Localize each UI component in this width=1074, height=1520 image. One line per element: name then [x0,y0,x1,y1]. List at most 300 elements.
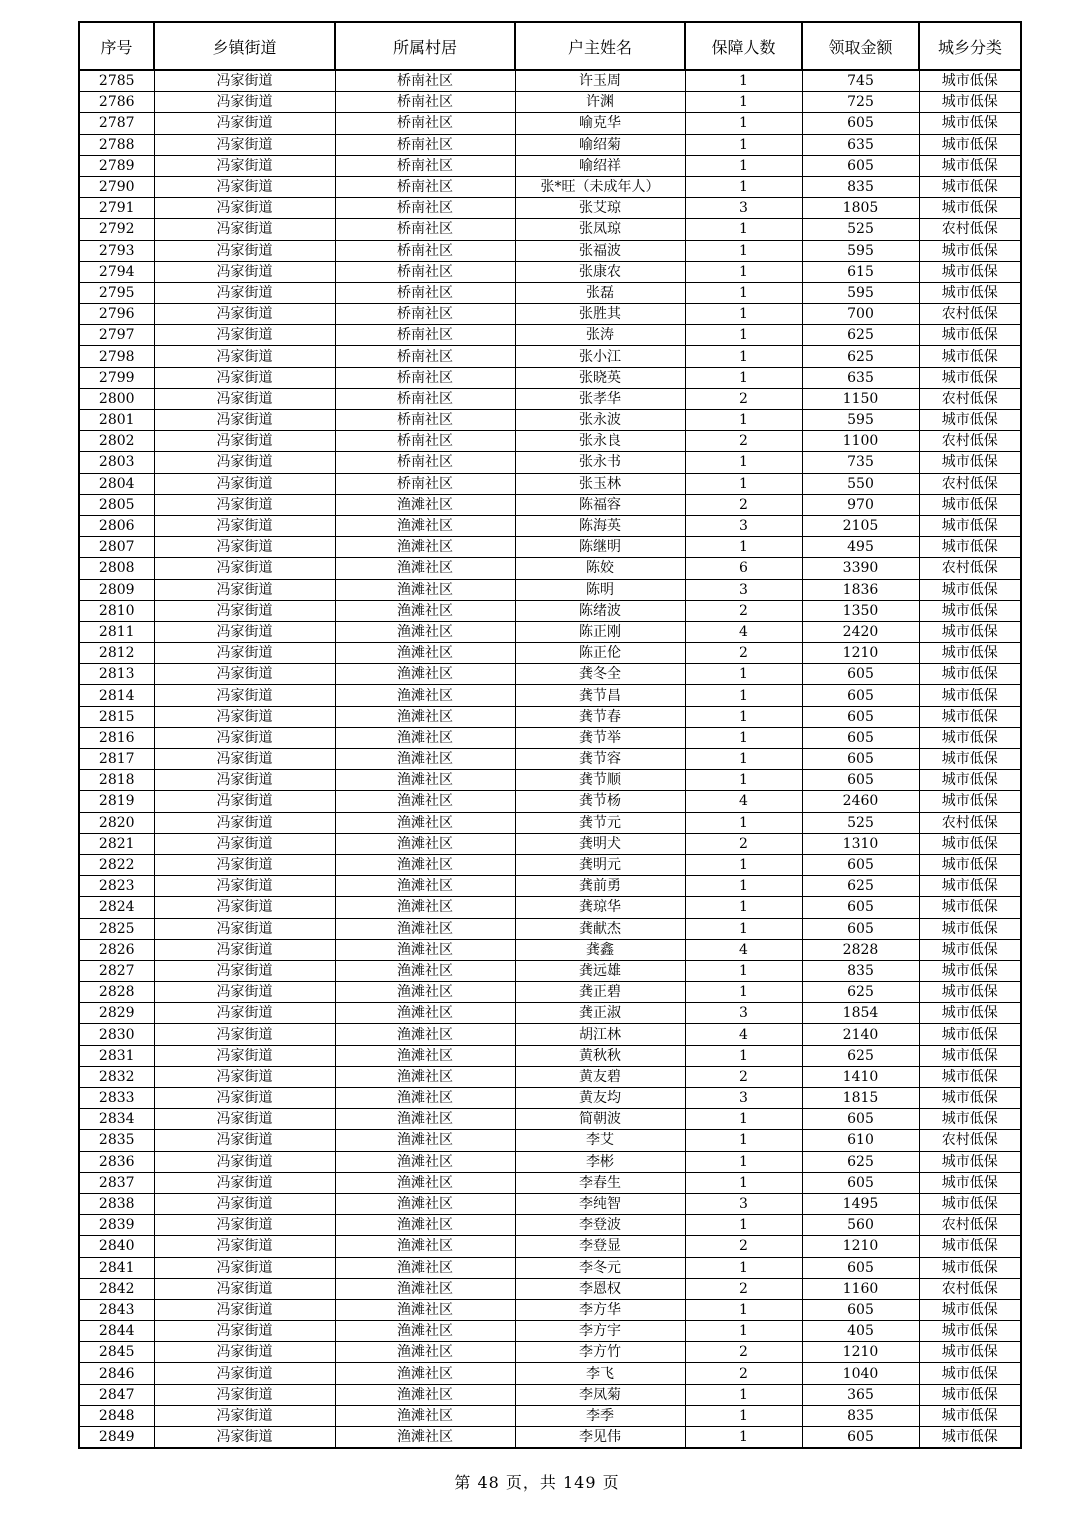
table-row [79,1130,1021,1151]
category-cell: 城市低保 [919,282,1021,303]
serial-number-cell: 2820 [79,812,154,833]
serial-number-cell: 2845 [79,1342,154,1363]
table-row [79,1172,1021,1193]
amount-cell: 1150 [802,388,919,409]
table-row [79,155,1021,176]
table-row [79,1384,1021,1405]
amount-cell: 1210 [802,1236,919,1257]
street-cell: 冯家街道 [154,134,335,155]
street-cell: 冯家街道 [154,515,335,536]
amount-cell: 725 [802,92,919,113]
covered-persons-cell: 1 [685,176,802,197]
serial-number-cell: 2802 [79,431,154,452]
household-head-cell: 陈正刚 [515,621,685,642]
amount-cell: 2460 [802,791,919,812]
table-row [79,219,1021,240]
amount-cell: 605 [802,685,919,706]
category-cell: 城市低保 [919,70,1021,92]
street-cell: 冯家街道 [154,70,335,92]
household-head-cell: 李恩权 [515,1278,685,1299]
table-row [79,982,1021,1003]
street-cell: 冯家街道 [154,367,335,388]
community-cell: 渔滩社区 [335,1045,515,1066]
serial-number-cell: 2811 [79,621,154,642]
household-head-cell: 张*旺（未成年人） [515,176,685,197]
household-head-cell: 喻克华 [515,113,685,134]
table-row [79,1321,1021,1342]
category-cell: 城市低保 [919,982,1021,1003]
amount-cell: 835 [802,1405,919,1426]
serial-number-cell: 2815 [79,706,154,727]
amount-cell: 835 [802,176,919,197]
serial-number-cell: 2849 [79,1427,154,1449]
covered-persons-cell: 2 [685,431,802,452]
table-row [79,410,1021,431]
community-cell: 桥南社区 [335,410,515,431]
table-row [79,261,1021,282]
street-cell: 冯家街道 [154,1427,335,1449]
household-head-cell: 张孝华 [515,388,685,409]
amount-cell: 525 [802,812,919,833]
serial-number-cell: 2794 [79,261,154,282]
category-cell: 城市低保 [919,749,1021,770]
covered-persons-cell: 1 [685,219,802,240]
amount-cell: 625 [802,325,919,346]
header-street: 乡镇街道 [154,22,335,70]
category-cell: 城市低保 [919,1003,1021,1024]
amount-cell: 605 [802,749,919,770]
covered-persons-cell: 2 [685,600,802,621]
household-head-cell: 陈绪波 [515,600,685,621]
household-head-cell: 李彬 [515,1151,685,1172]
category-cell: 城市低保 [919,897,1021,918]
category-cell: 城市低保 [919,410,1021,431]
covered-persons-cell: 1 [685,918,802,939]
household-head-cell: 张胜其 [515,304,685,325]
household-head-cell: 许渊 [515,92,685,113]
amount-cell: 595 [802,410,919,431]
table-row [79,198,1021,219]
table-body [79,70,1021,1448]
serial-number-cell: 2833 [79,1088,154,1109]
category-cell: 城市低保 [919,918,1021,939]
street-cell: 冯家街道 [154,1257,335,1278]
covered-persons-cell: 1 [685,1045,802,1066]
serial-number-cell: 2825 [79,918,154,939]
covered-persons-cell: 1 [685,304,802,325]
street-cell: 冯家街道 [154,410,335,431]
serial-number-cell: 2799 [79,367,154,388]
street-cell: 冯家街道 [154,897,335,918]
community-cell: 渔滩社区 [335,1427,515,1449]
street-cell: 冯家街道 [154,473,335,494]
community-cell: 桥南社区 [335,261,515,282]
community-cell: 渔滩社区 [335,939,515,960]
community-cell: 渔滩社区 [335,600,515,621]
street-cell: 冯家街道 [154,1024,335,1045]
community-cell: 桥南社区 [335,219,515,240]
street-cell: 冯家街道 [154,558,335,579]
household-head-cell: 龚鑫 [515,939,685,960]
street-cell: 冯家街道 [154,261,335,282]
household-head-cell: 张永良 [515,431,685,452]
table-row [79,685,1021,706]
household-head-cell: 陈福容 [515,494,685,515]
household-head-cell: 许玉周 [515,70,685,92]
community-cell: 渔滩社区 [335,685,515,706]
household-head-cell: 张康农 [515,261,685,282]
covered-persons-cell: 3 [685,515,802,536]
serial-number-cell: 2838 [79,1193,154,1214]
community-cell: 桥南社区 [335,198,515,219]
amount-cell: 560 [802,1215,919,1236]
covered-persons-cell: 6 [685,558,802,579]
table-row [79,1066,1021,1087]
household-head-cell: 龚明元 [515,854,685,875]
household-head-cell: 张永书 [515,452,685,473]
covered-persons-cell: 1 [685,1427,802,1449]
table-row [79,134,1021,155]
household-head-cell: 简朝波 [515,1109,685,1130]
street-cell: 冯家街道 [154,1151,335,1172]
amount-cell: 1350 [802,600,919,621]
category-cell: 城市低保 [919,325,1021,346]
street-cell: 冯家街道 [154,1321,335,1342]
table-row [79,749,1021,770]
relief-table [78,21,1022,1449]
community-cell: 渔滩社区 [335,1257,515,1278]
amount-cell: 625 [802,876,919,897]
amount-cell: 525 [802,219,919,240]
covered-persons-cell: 1 [685,1172,802,1193]
serial-number-cell: 2842 [79,1278,154,1299]
covered-persons-cell: 1 [685,325,802,346]
amount-cell: 1310 [802,833,919,854]
serial-number-cell: 2804 [79,473,154,494]
table-row [79,1045,1021,1066]
category-cell: 城市低保 [919,1342,1021,1363]
street-cell: 冯家街道 [154,749,335,770]
household-head-cell: 张晓英 [515,367,685,388]
street-cell: 冯家街道 [154,1384,335,1405]
serial-number-cell: 2827 [79,960,154,981]
covered-persons-cell: 1 [685,982,802,1003]
street-cell: 冯家街道 [154,325,335,346]
community-cell: 桥南社区 [335,92,515,113]
household-head-cell: 李登波 [515,1215,685,1236]
category-cell: 城市低保 [919,643,1021,664]
serial-number-cell: 2789 [79,155,154,176]
table-row [79,939,1021,960]
covered-persons-cell: 1 [685,452,802,473]
serial-number-cell: 2796 [79,304,154,325]
table-row [79,1299,1021,1320]
category-cell: 城市低保 [919,939,1021,960]
household-head-cell: 龚明犬 [515,833,685,854]
street-cell: 冯家街道 [154,282,335,303]
category-cell: 农村低保 [919,812,1021,833]
household-head-cell: 李纯智 [515,1193,685,1214]
community-cell: 渔滩社区 [335,982,515,1003]
table-row [79,325,1021,346]
covered-persons-cell: 1 [685,1151,802,1172]
serial-number-cell: 2828 [79,982,154,1003]
amount-cell: 1040 [802,1363,919,1384]
community-cell: 渔滩社区 [335,833,515,854]
community-cell: 渔滩社区 [335,1193,515,1214]
covered-persons-cell: 1 [685,367,802,388]
community-cell: 渔滩社区 [335,812,515,833]
household-head-cell: 龚琼华 [515,897,685,918]
table-row [79,706,1021,727]
serial-number-cell: 2803 [79,452,154,473]
serial-number-cell: 2832 [79,1066,154,1087]
amount-cell: 1495 [802,1193,919,1214]
street-cell: 冯家街道 [154,304,335,325]
community-cell: 桥南社区 [335,304,515,325]
street-cell: 冯家街道 [154,1066,335,1087]
amount-cell: 610 [802,1130,919,1151]
amount-cell: 1815 [802,1088,919,1109]
covered-persons-cell: 1 [685,727,802,748]
table-header-row [79,22,1021,70]
serial-number-cell: 2795 [79,282,154,303]
covered-persons-cell: 3 [685,198,802,219]
street-cell: 冯家街道 [154,1215,335,1236]
community-cell: 渔滩社区 [335,1278,515,1299]
community-cell: 桥南社区 [335,282,515,303]
category-cell: 农村低保 [919,431,1021,452]
covered-persons-cell: 1 [685,261,802,282]
serial-number-cell: 2798 [79,346,154,367]
covered-persons-cell: 1 [685,1299,802,1320]
community-cell: 渔滩社区 [335,727,515,748]
serial-number-cell: 2839 [79,1215,154,1236]
community-cell: 渔滩社区 [335,897,515,918]
serial-number-cell: 2844 [79,1321,154,1342]
category-cell: 城市低保 [919,727,1021,748]
community-cell: 桥南社区 [335,452,515,473]
covered-persons-cell: 1 [685,854,802,875]
street-cell: 冯家街道 [154,92,335,113]
household-head-cell: 李见伟 [515,1427,685,1449]
covered-persons-cell: 1 [685,92,802,113]
street-cell: 冯家街道 [154,1236,335,1257]
category-cell: 城市低保 [919,1172,1021,1193]
table-row [79,558,1021,579]
household-head-cell: 李春生 [515,1172,685,1193]
covered-persons-cell: 1 [685,1109,802,1130]
street-cell: 冯家街道 [154,176,335,197]
category-cell: 城市低保 [919,854,1021,875]
amount-cell: 835 [802,960,919,981]
covered-persons-cell: 3 [685,1088,802,1109]
covered-persons-cell: 1 [685,664,802,685]
covered-persons-cell: 3 [685,1193,802,1214]
covered-persons-cell: 1 [685,1130,802,1151]
category-cell: 城市低保 [919,664,1021,685]
serial-number-cell: 2817 [79,749,154,770]
table-row [79,812,1021,833]
community-cell: 渔滩社区 [335,1151,515,1172]
serial-number-cell: 2805 [79,494,154,515]
community-cell: 桥南社区 [335,134,515,155]
amount-cell: 625 [802,1045,919,1066]
street-cell: 冯家街道 [154,1405,335,1426]
serial-number-cell: 2801 [79,410,154,431]
household-head-cell: 黄友均 [515,1088,685,1109]
serial-number-cell: 2834 [79,1109,154,1130]
serial-number-cell: 2829 [79,1003,154,1024]
household-head-cell: 龚献杰 [515,918,685,939]
covered-persons-cell: 2 [685,1066,802,1087]
table-row [79,600,1021,621]
street-cell: 冯家街道 [154,388,335,409]
community-cell: 桥南社区 [335,155,515,176]
street-cell: 冯家街道 [154,833,335,854]
table-row [79,876,1021,897]
amount-cell: 605 [802,1257,919,1278]
serial-number-cell: 2816 [79,727,154,748]
amount-cell: 595 [802,282,919,303]
street-cell: 冯家街道 [154,600,335,621]
covered-persons-cell: 1 [685,1257,802,1278]
street-cell: 冯家街道 [154,982,335,1003]
amount-cell: 625 [802,982,919,1003]
amount-cell: 3390 [802,558,919,579]
street-cell: 冯家街道 [154,1278,335,1299]
community-cell: 渔滩社区 [335,537,515,558]
community-cell: 桥南社区 [335,431,515,452]
amount-cell: 405 [802,1321,919,1342]
category-cell: 城市低保 [919,1257,1021,1278]
serial-number-cell: 2790 [79,176,154,197]
serial-number-cell: 2840 [79,1236,154,1257]
household-head-cell: 陈继明 [515,537,685,558]
category-cell: 城市低保 [919,1109,1021,1130]
household-head-cell: 张凤琼 [515,219,685,240]
street-cell: 冯家街道 [154,198,335,219]
table-row [79,1278,1021,1299]
household-head-cell: 张永波 [515,410,685,431]
serial-number-cell: 2785 [79,70,154,92]
header-covered-persons: 保障人数 [685,22,802,70]
table-row [79,854,1021,875]
category-cell: 城市低保 [919,261,1021,282]
table-row [79,1151,1021,1172]
table-row [79,579,1021,600]
category-cell: 城市低保 [919,706,1021,727]
amount-cell: 625 [802,1151,919,1172]
street-cell: 冯家街道 [154,1130,335,1151]
table-row [79,1003,1021,1024]
amount-cell: 1410 [802,1066,919,1087]
community-cell: 渔滩社区 [335,749,515,770]
community-cell: 渔滩社区 [335,1109,515,1130]
household-head-cell: 龚节春 [515,706,685,727]
covered-persons-cell: 1 [685,240,802,261]
amount-cell: 595 [802,240,919,261]
covered-persons-cell: 1 [685,685,802,706]
table-row [79,1109,1021,1130]
amount-cell: 605 [802,1109,919,1130]
covered-persons-cell: 4 [685,621,802,642]
amount-cell: 605 [802,664,919,685]
serial-number-cell: 2786 [79,92,154,113]
household-head-cell: 龚正淑 [515,1003,685,1024]
covered-persons-cell: 2 [685,1236,802,1257]
household-head-cell: 张涛 [515,325,685,346]
table-row [79,791,1021,812]
table-row [79,1427,1021,1449]
amount-cell: 1100 [802,431,919,452]
category-cell: 城市低保 [919,1427,1021,1449]
household-head-cell: 龚节容 [515,749,685,770]
household-head-cell: 黄秋秋 [515,1045,685,1066]
table-row [79,833,1021,854]
category-cell: 农村低保 [919,1130,1021,1151]
street-cell: 冯家街道 [154,770,335,791]
community-cell: 渔滩社区 [335,621,515,642]
community-cell: 渔滩社区 [335,579,515,600]
amount-cell: 605 [802,918,919,939]
household-head-cell: 李飞 [515,1363,685,1384]
street-cell: 冯家街道 [154,918,335,939]
category-cell: 城市低保 [919,134,1021,155]
table-row [79,346,1021,367]
amount-cell: 700 [802,304,919,325]
street-cell: 冯家街道 [154,113,335,134]
amount-cell: 1805 [802,198,919,219]
covered-persons-cell: 1 [685,897,802,918]
street-cell: 冯家街道 [154,431,335,452]
category-cell: 城市低保 [919,1321,1021,1342]
serial-number-cell: 2826 [79,939,154,960]
category-cell: 城市低保 [919,1151,1021,1172]
covered-persons-cell: 1 [685,1321,802,1342]
header-household-head: 户主姓名 [515,22,685,70]
table-row [79,473,1021,494]
table-row [79,1257,1021,1278]
street-cell: 冯家街道 [154,1342,335,1363]
street-cell: 冯家街道 [154,1003,335,1024]
serial-number-cell: 2809 [79,579,154,600]
household-head-cell: 张磊 [515,282,685,303]
serial-number-cell: 2837 [79,1172,154,1193]
amount-cell: 635 [802,134,919,155]
serial-number-cell: 2793 [79,240,154,261]
serial-number-cell: 2810 [79,600,154,621]
community-cell: 渔滩社区 [335,960,515,981]
amount-cell: 2105 [802,515,919,536]
category-cell: 城市低保 [919,1363,1021,1384]
covered-persons-cell: 1 [685,706,802,727]
household-head-cell: 龚节元 [515,812,685,833]
category-cell: 城市低保 [919,791,1021,812]
household-head-cell: 陈海英 [515,515,685,536]
household-head-cell: 喻绍菊 [515,134,685,155]
street-cell: 冯家街道 [154,1172,335,1193]
serial-number-cell: 2846 [79,1363,154,1384]
serial-number-cell: 2818 [79,770,154,791]
community-cell: 渔滩社区 [335,854,515,875]
household-head-cell: 龚远雄 [515,960,685,981]
table-row [79,1405,1021,1426]
table-row [79,282,1021,303]
street-cell: 冯家街道 [154,1193,335,1214]
serial-number-cell: 2836 [79,1151,154,1172]
category-cell: 农村低保 [919,304,1021,325]
